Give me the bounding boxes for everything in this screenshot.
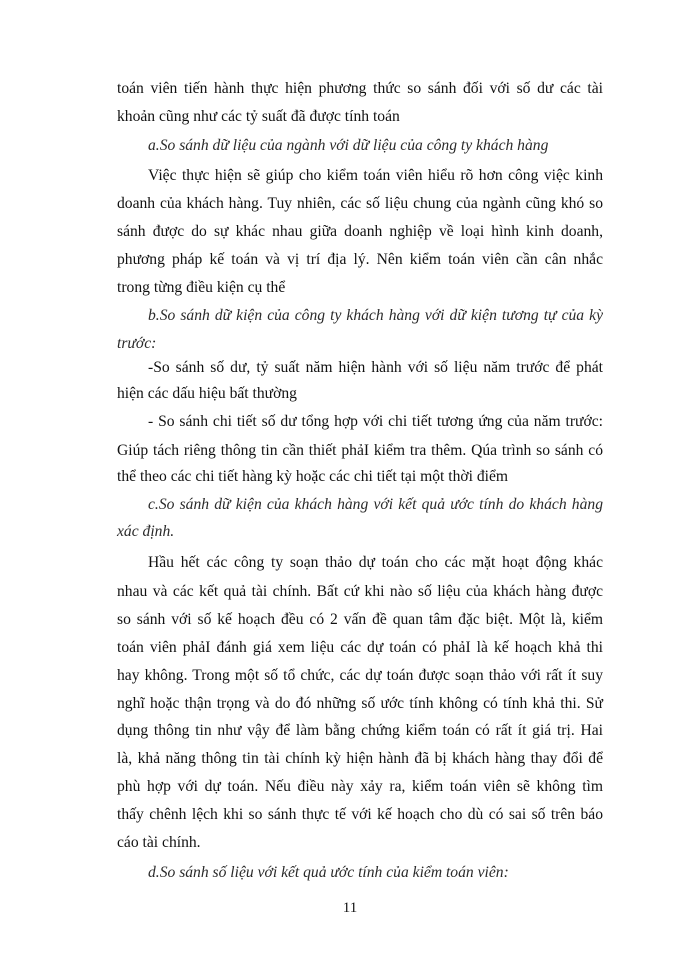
- paragraph-line: phù hợp với dự toán. Nếu điều này xảy ra, kiểm toán viên sẽ không tìm: [117, 778, 603, 795]
- section-heading-d: d.So sánh số liệu với kết quả ước tính của kiểm toán viên:: [148, 864, 509, 881]
- paragraph-line: thấy chênh lệch khi so sánh thực tế với kế hoạch cho dù có sai số trên báo: [117, 806, 603, 823]
- paragraph-line: Việc thực hiện sẽ giúp cho kiểm toán viên hiểu rõ hơn công việc kinh: [148, 167, 603, 184]
- paragraph-line: khoản cũng như các tỷ suất đã được tính toán: [117, 108, 400, 125]
- page-number: 11: [342, 900, 358, 916]
- section-heading-a: a.So sánh dữ liệu của ngành với dữ liệu của công ty khách hàng: [148, 137, 549, 154]
- paragraph-line: cáo tài chính.: [117, 834, 201, 851]
- section-heading-c: c.So sánh dữ kiện của khách hàng với kết quả ước tính do khách hàng: [148, 496, 603, 513]
- paragraph-line: hay không. Trong một số tổ chức, các dự toán được soạn thảo với rất ít suy: [117, 667, 603, 684]
- paragraph-line: nghĩ hoặc thận trọng và do đó những số ước tính không có tính khả thi. Sử: [117, 695, 603, 712]
- paragraph-line: thể theo các chi tiết hàng kỳ hoặc các chi tiết tại một thời điểm: [117, 468, 509, 485]
- paragraph-line: dụng thông tin như vậy để làm bằng chứng kiểm toán có rất ít giá trị. Hai: [117, 722, 603, 739]
- paragraph-line: hiện các dấu hiệu bất thường: [117, 385, 297, 402]
- paragraph-line: là, khả năng thông tin tài chính kỳ hiện hành đã bị khách hàng thay đổi để: [117, 750, 603, 767]
- paragraph-line: phương pháp kế toán và vị trí địa lý. Nên kiểm toán viên cần cân nhắc: [117, 251, 603, 268]
- paragraph-line: -So sánh số dư, tỷ suất năm hiện hành với số liệu năm trước để phát: [148, 359, 603, 376]
- section-heading-b-cont: trước:: [117, 335, 157, 352]
- paragraph-line: sánh được do sự khác nhau giữa doanh nghiệp về loại hình kinh doanh,: [117, 223, 603, 240]
- paragraph-line: toán viên phảI đánh giá xem liệu các dự toán có phảI là kế hoạch khả thi: [117, 639, 603, 656]
- section-heading-b: b.So sánh dữ kiện của công ty khách hàng với dữ kiện tương tự của kỳ: [148, 307, 603, 324]
- section-heading-c-cont: xác định.: [117, 523, 175, 540]
- paragraph-line: - So sánh chi tiết số dư tổng hợp với chi tiết tương ứng của năm trước:: [148, 413, 603, 430]
- paragraph-line: so sánh với số kế hoạch đều có 2 vấn đề quan tâm đặc biệt. Một là, kiểm: [117, 611, 603, 628]
- paragraph-line: toán viên tiến hành thực hiện phương thức so sánh đối với số dư các tài: [117, 80, 603, 97]
- paragraph-line: doanh của khách hàng. Tuy nhiên, các số liệu chung của ngành cũng khó so: [117, 195, 603, 212]
- paragraph-line: nhau và các kết quả tài chính. Bất cứ khi nào số liệu của khách hàng được: [117, 583, 603, 600]
- paragraph-line: Giúp tách riêng thông tin cần thiết phảI kiểm tra thêm. Qúa trình so sánh có: [117, 442, 603, 459]
- paragraph-line: trong từng điều kiện cụ thể: [117, 279, 286, 296]
- paragraph-line: Hầu hết các công ty soạn thảo dự toán cho các mặt hoạt động khác: [148, 554, 603, 571]
